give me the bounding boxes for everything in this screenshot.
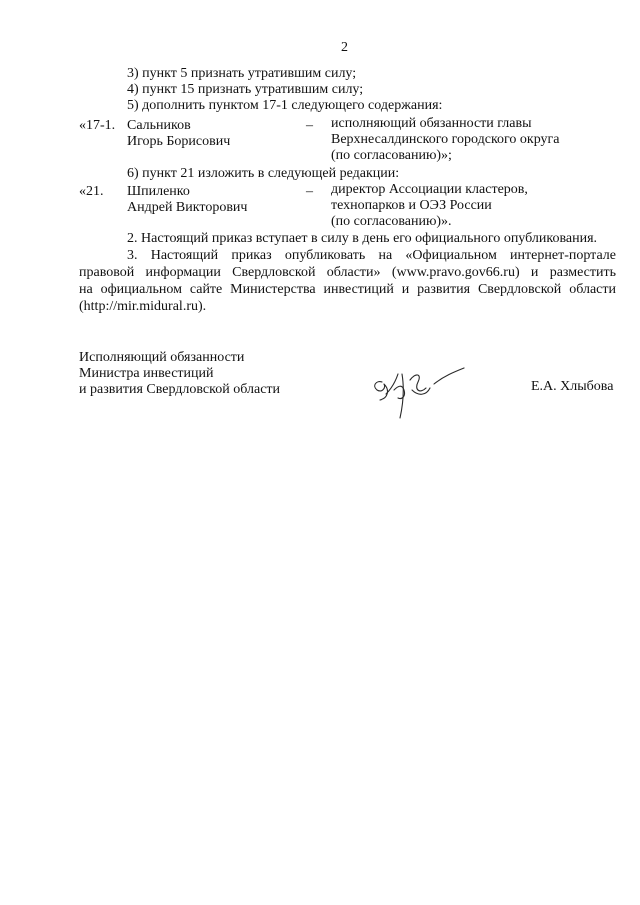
entry-dash: – (306, 184, 313, 199)
clause-3-line2: правовой информации Свердловской области» (www.pravo.gov66.ru) и разместить (79, 265, 616, 280)
handwritten-signature (368, 360, 468, 422)
entry-position-line1: директор Ассоциации кластеров, (331, 182, 528, 197)
item-3: 3) пункт 5 признать утратившим силу; (127, 66, 357, 81)
entry-position-line1: исполняющий обязанности главы (331, 116, 532, 131)
entry-position-line2: Верхнесалдинского городского округа (331, 132, 560, 147)
entry-number: «21. (79, 184, 104, 199)
entry-number: «17-1. (79, 118, 116, 133)
item-5: 5) дополнить пунктом 17-1 следующего содержания: (127, 98, 443, 113)
entry-position-line3: (по согласованию)»; (331, 148, 452, 163)
item-6: 6) пункт 21 изложить в следующей редакции: (127, 166, 400, 181)
signatory-title-line3: и развития Свердловской области (79, 382, 281, 397)
entry-surname: Сальников (127, 118, 191, 133)
signatory-title-line2: Министра инвестиций (79, 366, 214, 381)
item-4: 4) пункт 15 признать утратившим силу; (127, 82, 364, 97)
clause-3-line3: на официальном сайте Министерства инвестиций и развития Свердловской области (79, 282, 616, 297)
entry-position-line3: (по согласованию)». (331, 214, 452, 229)
clause-2: 2. Настоящий приказ вступает в силу в день его официального опубликования. (127, 231, 598, 246)
clause-3-line4: (http://mir.midural.ru). (79, 299, 207, 314)
entry-surname: Шпиленко (127, 184, 190, 199)
signatory-name: Е.А. Хлыбова (531, 379, 614, 394)
clause-3-line1: 3. Настоящий приказ опубликовать на «Официальном интернет-портале (127, 248, 616, 263)
signatory-title-line1: Исполняющий обязанности (79, 350, 245, 365)
entry-position-line2: технопарков и ОЭЗ России (331, 198, 492, 213)
entry-given-names: Игорь Борисович (127, 134, 231, 149)
entry-given-names: Андрей Викторович (127, 200, 248, 215)
page-number: 2 (341, 40, 348, 55)
entry-dash: – (306, 118, 313, 133)
